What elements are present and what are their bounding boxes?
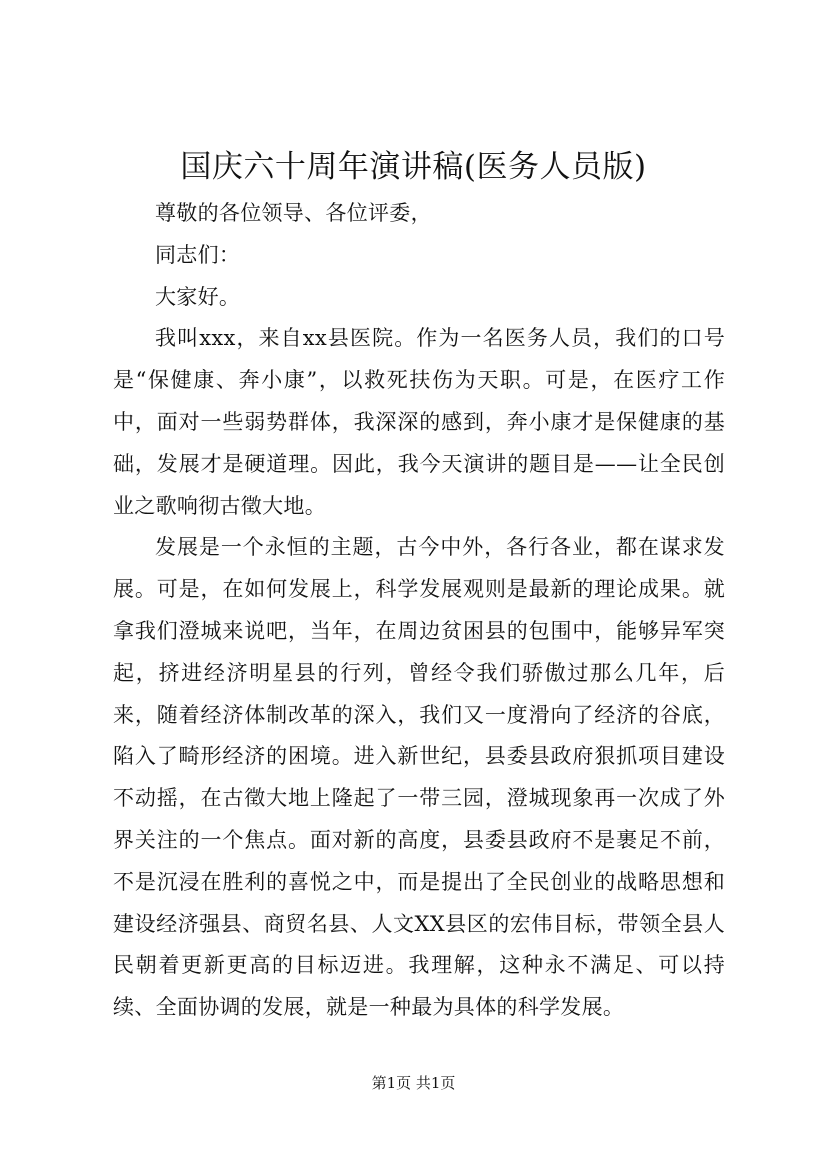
introduction-paragraph: 我叫xxx，来自xx县医院。作为一名医务人员，我们的口号是“保健康、奔小康”，以救死扶伤为天职。可是，在医疗工作中，面对一些弱势群体，我深深的感到，奔小康才是保健康的基础，发展才是硬道理。因此，我今天演讲的题目是——让全民创业之歌响彻古徵大地。	[113, 326, 725, 518]
page-number-footer: 第1页 共1页	[371, 1074, 456, 1092]
salutation-paragraph: 尊敬的各位领导、各位评委，	[155, 201, 432, 225]
document-body	[113, 193, 725, 1029]
greeting-paragraph: 大家好。	[155, 284, 241, 309]
document-title: 国庆六十周年演讲稿(医务人员版)	[180, 149, 647, 185]
development-paragraph: 发展是一个永恒的主题，古今中外，各行各业，都在谋求发展。可是，在如何发展上，科学发展观则是最新的理论成果。就拿我们澄城来说吧，当年，在周边贫困县的包围中，能够异军突起，挤进经济明星县的行列，曾经令我们骄傲过那么几年，后来，随着经济体制改革的深入，我们又一度滑向了经济的谷底，陷入了畸形经济的困境。进入新世纪，县委县政府狠抓项目建设不动摇，在古徵大地上隆起了一带三园，澄城现象再一次成了外界关注的一个焦点。面对新的高度，县委县政府不是裹足不前，不是沉浸在胜利的喜悦之中，而是提出了全民创业的战略思想和建设经济强县、商贸名县、人文XX县区的宏伟目标，带领全县人民朝着更新更高的目标迈进。我理解，这种永不满足、可以持续、全面协调的发展，就是一种最为具体的科学发展。	[113, 535, 725, 1020]
address-paragraph: 同志们：	[155, 242, 241, 267]
